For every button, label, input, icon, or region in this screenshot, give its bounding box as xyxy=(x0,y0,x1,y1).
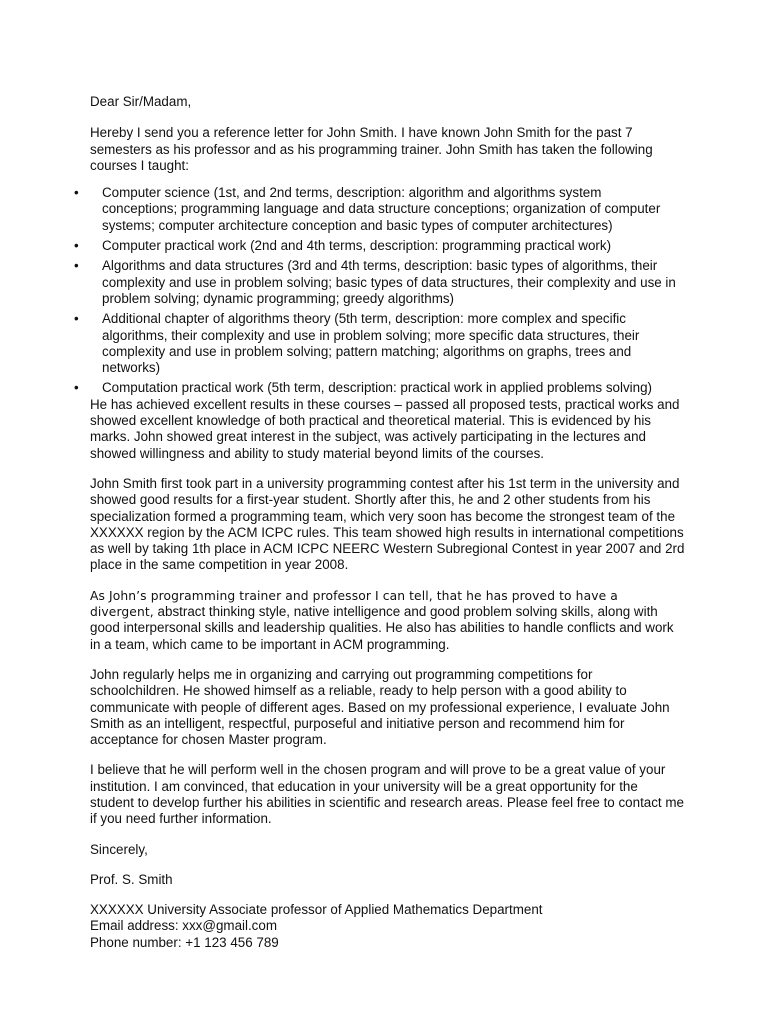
bullet-icon: • xyxy=(74,185,79,201)
course-item xyxy=(74,238,678,254)
salutation: Dear Sir/Madam, xyxy=(90,94,192,109)
trainer-paragraph xyxy=(90,588,685,653)
course-text: Computer practical work (2nd and 4th terms, description: programming practical work) xyxy=(102,238,612,254)
course-item xyxy=(74,311,678,376)
course-text: Additional chapter of algorithms theory (5th term, description: more complex and specific algorithms, their complexity and use in problem solving; more specific data structures, their complexity and use in problem solving; pattern matching; algorithms on graphs, trees and networks) xyxy=(102,311,640,376)
course-item xyxy=(74,185,678,234)
trainer-paragraph-first-line: As John’s programming trainer and professor I can tell, that he has proved to have a divergent, xyxy=(90,588,618,620)
course-list xyxy=(74,185,678,397)
bullet-icon: • xyxy=(74,311,79,327)
phone-line: Phone number: +1 123 456 789 xyxy=(90,934,279,950)
reference-letter xyxy=(74,94,685,951)
trainer-paragraph-rest: abstract thinking style, native intelligence and good problem solving skills, along with good interpersonal skills and leadership qualities. He also has abilities to handle conflicts and work in a team, which came to be important in ACM programming. xyxy=(90,604,674,652)
course-text: Computation practical work (5th term, description: practical work in applied problems solving) xyxy=(102,380,652,396)
results-paragraph: He has achieved excellent results in these courses – passed all proposed tests, practical works and showed excellent knowledge of both practical and theoretical material. This is evidenced by his marks. John showed great interest in the subject, was actively participating in the lectures and showed willingness and ability to study material beyond limits of the courses. xyxy=(90,396,680,461)
help-paragraph: John regularly helps me in organizing and carrying out programming competitions for schoolchildren. He showed himself as a reliable, ready to help person with a good ability to communicate with people of different ages. Based on my professional experience, I evaluate John Smith as an intelligent, respectful, purposeful and initiative person and recommend him for acceptance for chosen Master program. xyxy=(90,666,670,748)
course-item xyxy=(74,258,678,307)
email-line: Email address: xxx@gmail.com xyxy=(90,918,277,934)
contest-paragraph: John Smith first took part in a university programming contest after his 1st term in the university and showed good results for a first-year student. Shortly after this, he and 2 other students from his specialization formed a programming team, which very soon has become the strongest team of the XXXXXX region by the ACM ICPC rules. This team showed high results in international competitions as well by taking 1th place in ACM ICPC NEERC Western Subregional Contest in year 2007 and 2rd place in the same competition in year 2008. xyxy=(90,475,685,573)
bullet-icon: • xyxy=(74,258,79,274)
course-text: Algorithms and data structures (3rd and 4th terms, description: basic types of algorithms, their complexity and use in problem solving; basic types of data structures, their complexity and use in problem solving; dynamic programming; greedy algorithms) xyxy=(102,258,676,306)
signer-name: Prof. S. Smith xyxy=(90,871,173,887)
bullet-icon: • xyxy=(74,238,79,254)
closing: Sincerely, xyxy=(90,841,148,857)
course-text: Computer science (1st, and 2nd terms, description: algorithm and algorithms system conceptions; programming language and data structure conceptions; organization of computer systems; computer architecture conception and basic types of computer architectures) xyxy=(102,185,661,233)
believe-paragraph: I believe that he will perform well in the chosen program and will prove to be a great value of your institution. I am convinced, that education in your university will be a great opportunity for the student to develop further his abilities in scientific and research areas. Please feel free to contact me if you need further information. xyxy=(90,762,684,827)
contact-block xyxy=(90,902,685,951)
intro-paragraph: Hereby I send you a reference letter for John Smith. I have known John Smith for the past 7 semesters as his professor and as his programming trainer. John Smith has taken the following courses I taught: xyxy=(90,125,653,173)
course-item xyxy=(74,380,678,396)
bullet-icon: • xyxy=(74,380,79,396)
affiliation: XXXXXX University Associate professor of Applied Mathematics Department xyxy=(90,902,543,918)
